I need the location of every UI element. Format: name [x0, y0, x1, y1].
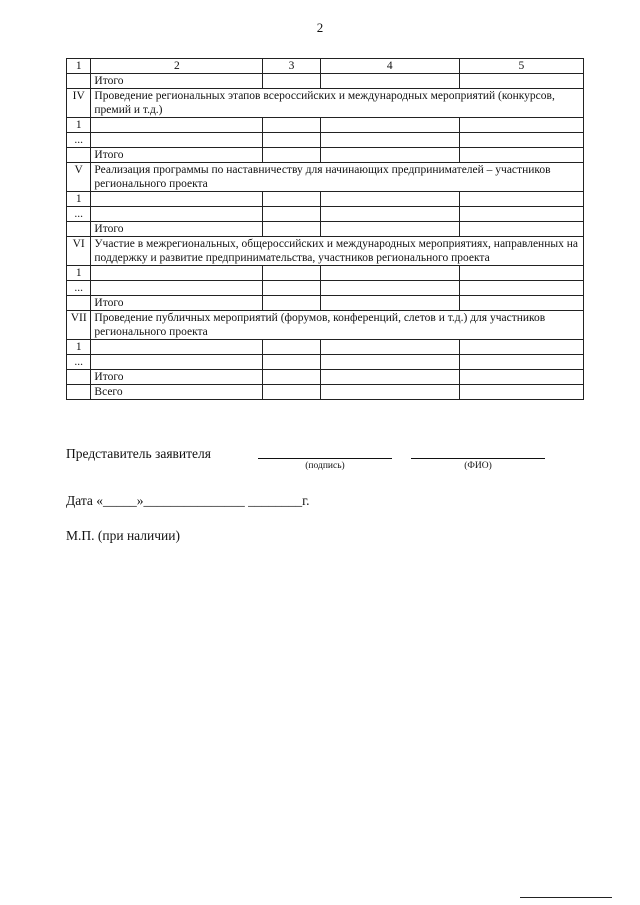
value-cell	[263, 207, 320, 222]
value-cell	[459, 370, 583, 385]
item-name-cell: Итого	[91, 370, 263, 385]
value-cell	[459, 192, 583, 207]
value-cell	[320, 222, 459, 237]
value-cell	[263, 385, 320, 400]
row-number-cell: ...	[67, 355, 91, 370]
header-cell: 4	[320, 59, 459, 74]
table-row	[67, 148, 584, 163]
value-cell	[459, 281, 583, 296]
value-cell	[263, 118, 320, 133]
item-name-cell	[91, 281, 263, 296]
row-number-cell	[67, 148, 91, 163]
name-caption: (ФИО)	[464, 461, 492, 471]
item-name-cell	[91, 192, 263, 207]
value-cell	[320, 370, 459, 385]
row-number-cell	[67, 385, 91, 400]
section-title-cell: Проведение публичных мероприятий (форумов, конференций, слетов и т.д.) для участников регионального проекта	[91, 311, 584, 340]
value-cell	[459, 296, 583, 311]
value-cell	[459, 74, 583, 89]
row-number-cell: ...	[67, 207, 91, 222]
table-row	[67, 355, 584, 370]
value-cell	[263, 340, 320, 355]
table-header-row	[67, 59, 584, 74]
row-number-cell: ...	[67, 133, 91, 148]
value-cell	[320, 118, 459, 133]
table-row	[67, 296, 584, 311]
section-row	[67, 89, 584, 118]
value-cell	[459, 355, 583, 370]
row-number-cell: VII	[67, 311, 91, 340]
table-row	[67, 385, 584, 400]
section-row	[67, 311, 584, 340]
row-number-cell: V	[67, 163, 91, 192]
value-cell	[459, 266, 583, 281]
value-cell	[320, 355, 459, 370]
value-cell	[459, 385, 583, 400]
item-name-cell	[91, 340, 263, 355]
value-cell	[320, 340, 459, 355]
value-cell	[459, 340, 583, 355]
value-cell	[320, 133, 459, 148]
value-cell	[320, 148, 459, 163]
table-row	[67, 192, 584, 207]
value-cell	[459, 118, 583, 133]
page-number: 2	[316, 20, 324, 35]
row-number-cell	[67, 222, 91, 237]
value-cell	[459, 207, 583, 222]
row-number-cell	[67, 74, 91, 89]
row-number-cell: VI	[67, 237, 91, 266]
row-number-cell: IV	[67, 89, 91, 118]
item-name-cell	[91, 207, 263, 222]
table-row	[67, 370, 584, 385]
report-table	[66, 58, 584, 400]
date-line: Дата «_____»_______________ ________г.	[66, 493, 310, 508]
signature-caption: (подпись)	[305, 461, 345, 471]
table-row	[67, 207, 584, 222]
representative-label: Представитель заявителя	[66, 446, 211, 461]
item-name-cell: Всего	[91, 385, 263, 400]
row-number-cell: 1	[67, 118, 91, 133]
value-cell	[263, 370, 320, 385]
item-name-cell: Итого	[91, 296, 263, 311]
row-number-cell: ...	[67, 281, 91, 296]
row-number-cell: 1	[67, 340, 91, 355]
section-title-cell: Реализация программы по наставничеству для начинающих предпринимателей – участников регионального проекта	[91, 163, 584, 192]
section-title-cell: Проведение региональных этапов всероссийских и международных мероприятий (конкурсов, премий и т.д.)	[91, 89, 584, 118]
name-line	[411, 458, 545, 459]
item-name-cell: Итого	[91, 222, 263, 237]
item-name-cell	[91, 133, 263, 148]
value-cell	[263, 222, 320, 237]
table-row	[67, 133, 584, 148]
value-cell	[320, 281, 459, 296]
table-row	[67, 74, 584, 89]
section-row	[67, 237, 584, 266]
item-name-cell: Итого	[91, 74, 263, 89]
value-cell	[263, 74, 320, 89]
value-cell	[263, 296, 320, 311]
header-cell: 2	[91, 59, 263, 74]
table-row	[67, 118, 584, 133]
value-cell	[263, 133, 320, 148]
header-cell: 1	[67, 59, 91, 74]
value-cell	[263, 355, 320, 370]
table-row	[67, 222, 584, 237]
section-row	[67, 163, 584, 192]
value-cell	[320, 192, 459, 207]
row-number-cell: 1	[67, 266, 91, 281]
value-cell	[320, 385, 459, 400]
row-number-cell	[67, 370, 91, 385]
signature-line	[258, 458, 392, 459]
bottom-rule	[520, 897, 612, 898]
item-name-cell	[91, 355, 263, 370]
item-name-cell	[91, 266, 263, 281]
value-cell	[320, 296, 459, 311]
value-cell	[263, 281, 320, 296]
row-number-cell	[67, 296, 91, 311]
value-cell	[263, 148, 320, 163]
value-cell	[263, 266, 320, 281]
header-cell: 3	[263, 59, 320, 74]
row-number-cell: 1	[67, 192, 91, 207]
item-name-cell	[91, 118, 263, 133]
table-row	[67, 266, 584, 281]
value-cell	[459, 148, 583, 163]
value-cell	[320, 266, 459, 281]
stamp-line: М.П. (при наличии)	[66, 528, 180, 543]
table-row	[67, 281, 584, 296]
item-name-cell: Итого	[91, 148, 263, 163]
value-cell	[459, 222, 583, 237]
header-cell: 5	[459, 59, 583, 74]
value-cell	[320, 207, 459, 222]
table-row	[67, 340, 584, 355]
value-cell	[320, 74, 459, 89]
section-title-cell: Участие в межрегиональных, общероссийских и международных мероприятиях, направленных на поддержку и развитие предпринимательства, участников регионального проекта	[91, 237, 584, 266]
value-cell	[263, 192, 320, 207]
value-cell	[459, 133, 583, 148]
